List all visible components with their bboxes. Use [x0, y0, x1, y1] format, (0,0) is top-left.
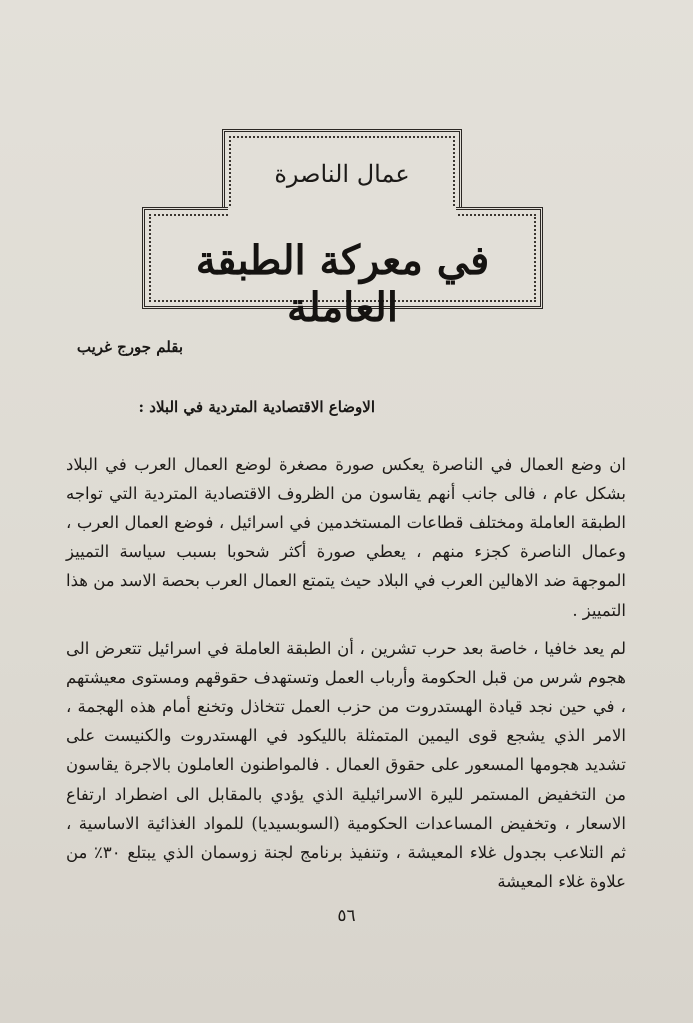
page-number: ٥٦ — [337, 906, 356, 926]
paragraph: لم يعد خافيا ، خاصة بعد حرب تشرين ، أن الطبقة العاملة في اسرائيل تتعرض الى هجوم شرس من قبل الحكومة وأرباب العمل وتستهدف حقوقهم ومستوى معيشتهم ، في حين نجد قيادة الهستدروت من حزب العمل تتخاذل وتخنع أمام هذه الهجمة ، الامر الذي يشجع قوى اليمين المتمثلة بالليكود في الهستدروت والكنيست على تشديد هجومها المسعور على حقوق العمال . فالمواطنون العاملون بالاجرة يقاسون من التخفيض المستمر لليرة الاسرائيلية الذي يؤدي بالمقابل الى اضطراد ارتفاع الاسعار ، وتخفيض المساعدات الحكومية (السوبسيديا) للمواد الغذائية الاساسية ، ثم التلاعب بجدول غلاء المعيشة ، وتنفيذ برنامج لجنة زوسمان الذي يبتلع ٣٠٪ من علاوة غلاء المعيشة — [66, 638, 626, 892]
article-subtitle: عمال الناصرة — [274, 160, 410, 188]
author-byline: بقلم جورج غريب — [76, 338, 183, 356]
paragraph: ان وضع العمال في الناصرة يعكس صورة مصغرة لوضع العمال العرب في البلاد بشكل عام ، فالى جانب أنهم يقاسون من الظروف الاقتصادية المتردية التي تواجه الطبقة العاملة ومختلف قطاعات المستخدمين في اسرائيل ، فوضع العمال العرب ، وعمال الناصرة كجزء منهم ، يعطي صورة أكثر شحوبا بسبب سياسة التمييز الموجهة ضد الاهالين العرب في البلاد حيث يتمتع العمال العرب بحصة الاسد من هذا التمييز . — [66, 454, 626, 620]
section-heading: الاوضاع الاقتصادية المتردية في البلاد : — [138, 398, 375, 416]
frame-join-cover — [228, 206, 456, 224]
article-title: في معركة الطبقة العاملة — [195, 237, 490, 331]
